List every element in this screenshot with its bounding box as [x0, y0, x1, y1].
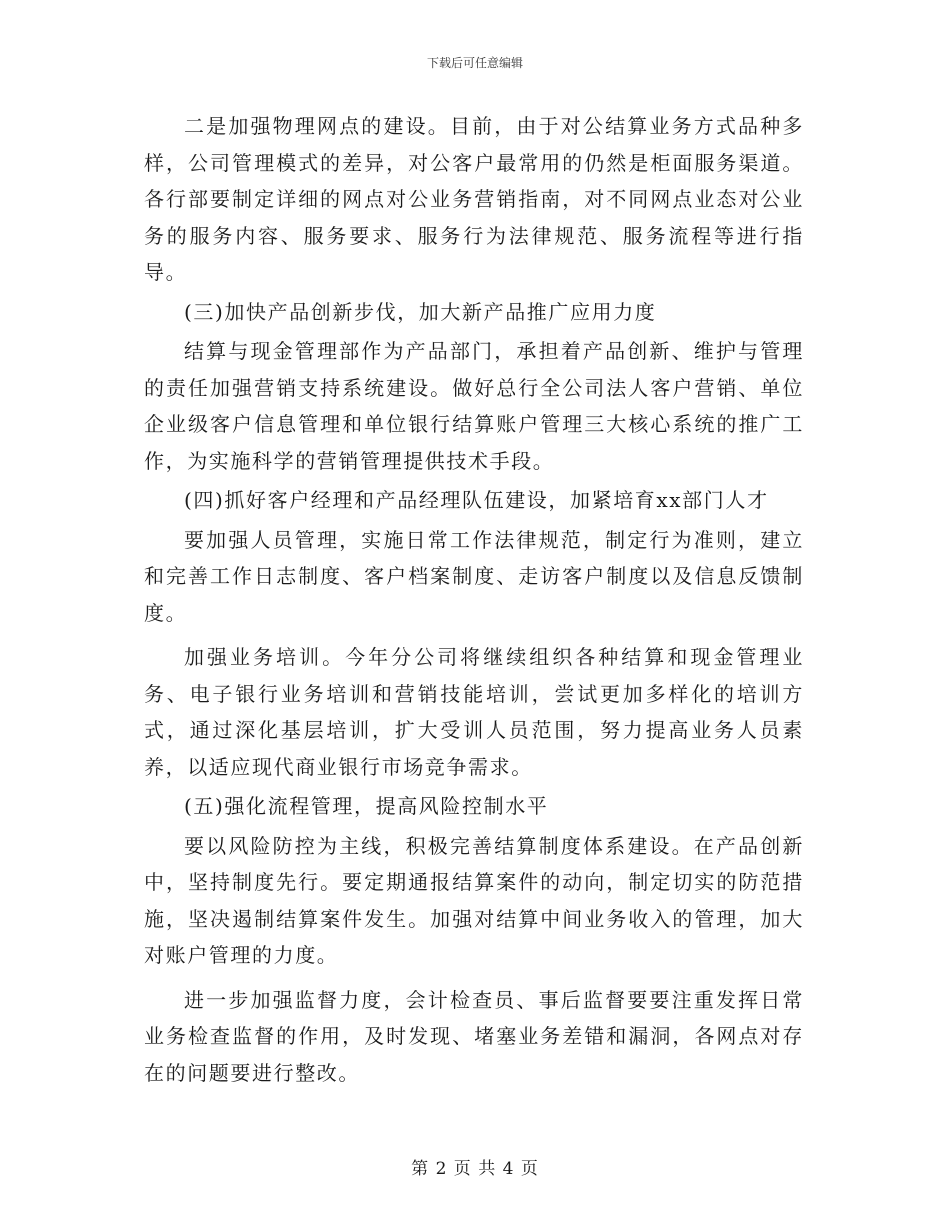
section-heading-4: (四)抓好客户经理和产品经理队伍建设，加紧培育xx部门人才 [184, 488, 769, 512]
header-text: 下载后可任意编辑 [426, 56, 523, 70]
paragraph-physical-outlets: 二是加强物理网点的建设。目前，由于对公结算业务方式品种多样，公司管理模式的差异，对公客户最常用的仍然是柜面服务渠道。各行部要制定详细的网点对公业务营销指南，对不同网点业态对公业务的服务内容、服务要求、服务行为法律规范、服务流程等进行指导。 [144, 114, 804, 284]
document-body [144, 108, 804, 1094]
paragraph-risk-control: 要以风险防控为主线，积极完善结算制度体系建设。在产品创新中，坚持制度先行。要定期通报结算案件的动向，制定切实的防范措施，坚决遏制结算案件发生。加强对结算中间业务收入的管理，加大对账户管理的力度。 [144, 833, 804, 967]
footer-total-pages: 4 [502, 1159, 515, 1179]
page-header [0, 54, 950, 71]
section-heading-3: (三)加快产品创新步伐，加大新产品推广应用力度 [184, 299, 657, 324]
page-footer [0, 1154, 950, 1179]
footer-suffix: 页 [520, 1159, 539, 1179]
paragraph-business-training: 加强业务培训。今年分公司将继续组织各种结算和现金管理业务、电子银行业务培训和营销技能培训，尝试更加多样化的培训方式，通过深化基层培训，扩大受训人员范围，努力提高业务人员素养，以适应现代商业银行市场竞争需求。 [144, 645, 804, 779]
footer-current-page: 2 [435, 1159, 448, 1179]
paragraph-supervision: 进一步加强监督力度，会计检查员、事后监督要要注重发挥日常业务检查监督的作用，及时发现、堵塞业务差错和漏洞，各网点对存在的问题要进行整改。 [144, 987, 804, 1085]
section-heading-5: (五)强化流程管理，提高风险控制水平 [184, 794, 549, 818]
paragraph-personnel-management: 要加强人员管理，实施日常工作法律规范，制定行为准则，建立和完善工作日志制度、客户档案制度、走访客户制度以及信息反馈制度。 [144, 527, 804, 625]
footer-middle: 页 共 [453, 1159, 497, 1179]
footer-prefix: 第 [411, 1159, 430, 1179]
paragraph-product-innovation: 结算与现金管理部作为产品部门，承担着产品创新、维护与管理的责任加强营销支持系统建设。做好总行全公司法人客户营销、单位企业级客户信息管理和单位银行结算账户管理三大核心系统的推广工作，为实施科学的营销管理提供技术手段。 [144, 339, 804, 473]
